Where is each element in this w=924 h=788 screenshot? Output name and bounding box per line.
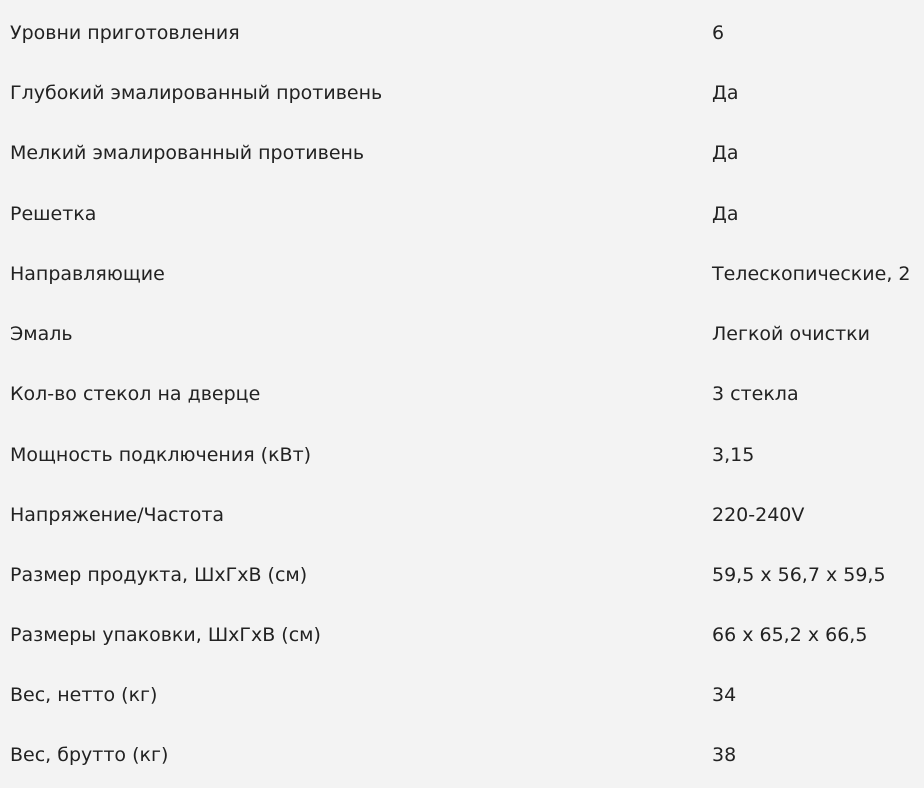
spec-value: 34 [712, 684, 737, 706]
spec-label: Мощность подключения (кВт) [10, 444, 312, 466]
spec-value: Телескопические, 2 [712, 263, 911, 285]
spec-value: 6 [712, 22, 725, 44]
spec-value: 66 х 65,2 х 66,5 [712, 624, 868, 646]
spec-label: Мелкий эмалированный противень [10, 142, 365, 164]
spec-value: 3 стекла [712, 383, 799, 405]
spec-row [0, 123, 924, 183]
spec-row [0, 545, 924, 605]
spec-value: 3,15 [712, 444, 755, 466]
spec-row [0, 63, 924, 123]
spec-value: Да [712, 82, 739, 104]
spec-row [0, 304, 924, 364]
spec-label: Решетка [10, 203, 97, 225]
spec-row [0, 665, 924, 725]
spec-value: 59,5 х 56,7 х 59,5 [712, 564, 886, 586]
spec-row [0, 485, 924, 545]
spec-value: Да [712, 203, 739, 225]
spec-value: 38 [712, 744, 737, 766]
spec-label: Направляющие [10, 263, 165, 285]
spec-value: Легкой очистки [712, 323, 870, 345]
spec-row [0, 605, 924, 665]
spec-row [0, 725, 924, 785]
spec-value: Да [712, 142, 739, 164]
spec-label: Размеры упаковки, ШхГхВ (см) [10, 624, 321, 646]
spec-label: Эмаль [10, 323, 73, 345]
spec-label: Глубокий эмалированный противень [10, 82, 383, 104]
spec-label: Кол-во стекол на дверце [10, 383, 261, 405]
spec-row [0, 184, 924, 244]
spec-label: Вес, нетто (кг) [10, 684, 158, 706]
spec-row [0, 364, 924, 424]
spec-row [0, 3, 924, 63]
spec-label: Напряжение/Частота [10, 504, 225, 526]
spec-row [0, 244, 924, 304]
spec-label: Уровни приготовления [10, 22, 240, 44]
spec-label: Вес, брутто (кг) [10, 744, 169, 766]
spec-label: Размер продукта, ШхГхВ (см) [10, 564, 308, 586]
spec-row [0, 425, 924, 485]
spec-value: 220-240V [712, 504, 805, 526]
